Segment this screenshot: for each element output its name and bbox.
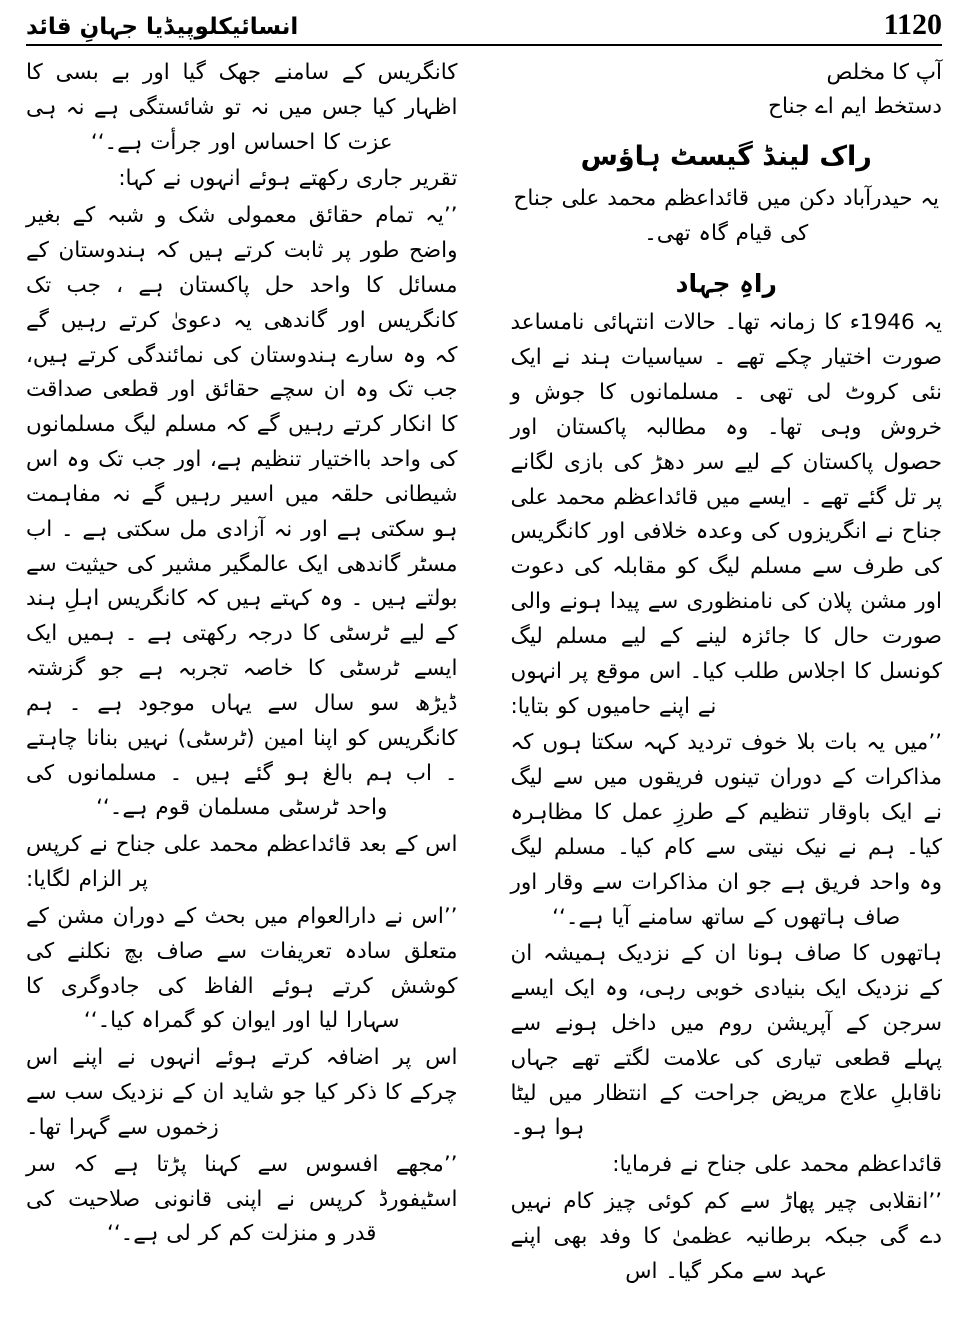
quote-cripps-legal-ability: ’’مجھے افسوس سے کہنا پڑتا ہے کہ سر اسٹیفورڈ کرپس نے اپنی قانونی صلاحیت کی قدر و منزلت کم کر لی ہے۔‘‘ [25, 1151, 458, 1247]
text-columns [26, 56, 942, 1311]
book-title: انسائیکلوپیڈیا جہانِ قائد [26, 14, 299, 40]
quote-pakistan-solution: ’’یہ تمام حقائق معمولی شک و شبہ کے بغیر واضح طور پر ثابت کرتے ہیں کہ ہندوستان کے مسائل کا واحد حل پاکستان ہے ، جب تک کانگریس اور گاندھی یہ دعویٰ کرتے رہیں گے کہ وہ سارے ہندوستان کی نمائندگی کرتے ہیں، جب تک وہ ان سچے حقائق اور قطعی صداقت کا انکار کرتے رہیں گے کہ مسلم لیگ مسلمانوں کی واحد بااختیار تنظیم ہے، اور جب تک وہ اس شیطانی حلقہ میں اسیر رہیں گے نہ مفاہمت ہو سکتی ہے اور نہ آزادی مل سکتی ہے ۔ اب مسٹر گاندھی ایک عالمگیر مشیر کی حیثیت سے بولتے ہیں ۔ وہ کہتے ہیں کہ کانگریس اہلِ ہند کے لیے ٹرسٹی کا درجہ رکھتی ہے ۔ ہمیں ایک ایسے ٹرسٹی کا خاصہ تجربہ ہے جو گزشتہ ڈیڑھ سو سال سے یہاں موجود ہے ۔ ہم کانگریس کو اپنا امین (ٹرسٹی) نہیں بنانا چاہتے ۔ اب ہم بالغ ہو گئے ہیں ۔ مسلمانوں کی واحد ٹرسٹی مسلمان قوم ہے۔‘‘ [25, 203, 458, 821]
section-heading-rockland: راک لینڈ گیسٹ ہاؤس [580, 140, 872, 172]
paragraph-1946: یہ 1946ء کا زمانہ تھا۔ حالات انتہائی نامساعد صورت اختیار چکے تھے ۔ سیاسیات ہند نے ایک نئی کروٹ لی تھی ۔ مسلمانوں کا جوش و خروش وہی تھا۔ وہ مطالبہ پاکستان اور حصول پاکستان کے لیے سر دھڑ کی بازی لگانے پر تل گئے تھے ۔ ایسے میں قائداعظم محمد علی جناح نے انگریزوں کی وعدہ خلافی اور کانگریس کی طرف سے مسلم لیگ کو مقابلہ کی دعوت اور مشن پلان کی نامنظوری سے پیدا ہونے والی صورت حال کا جائزہ لینے کے لیے مسلم لیگ کونسل کا اجلاس طلب کیا۔ اس موقع پر انہوں نے اپنے حامیوں کو بتایا: [510, 310, 942, 719]
paragraph-quaid-said: قائداعظم محمد علی جناح نے فرمایا: [612, 1152, 942, 1178]
signature-block [510, 56, 942, 125]
column-divider [484, 56, 485, 1311]
paragraph-speech-continued: تقریر جاری رکھتے ہوئے انہوں نے کہا: [118, 166, 458, 192]
paragraph-deepest-wound: اس پر اضافہ کرتے ہوئے انہوں نے اپنے اس چرکے کا ذکر کیا جو شاید ان کے نزدیک سب سے زخموں سے گہرا تھا۔ [25, 1045, 458, 1140]
quote-negotiations: ’’میں یہ بات بلا خوف تردید کہہ سکتا ہوں کہ مذاکرات کے دوران تینوں فریقوں میں سے لیگ نے ایک باوقار تنظیم کے طرزِ عمل کا مظاہرہ کیا۔ ہم نے نیک نیتی سے کام کیا۔ مسلم لیگ وہ واحد فریق ہے جو ان مذاکرات سے وقار اور صاف ہاتھوں کے ساتھ سامنے آیا ہے۔‘‘ [510, 730, 942, 930]
signature-closing: آپ کا مخلص [826, 60, 942, 85]
paragraph-rockland: یہ حیدرآباد دکن میں قائداعظم محمد علی جناح کی قیام گاہ تھی۔ [513, 185, 939, 246]
quote-continued-from-previous: کانگریس کے سامنے جھک گیا اور بے بسی کا اظہار کیا جس میں نہ تو شائستگی ہے نہ ہی عزت کا احساس اور جرأت ہے۔‘‘ [25, 60, 458, 155]
quote-cripps-commons: ’’اس نے دارالعوام میں بحث کے دوران مشن کے متعلق سادہ تعریفات سے صاف بچ نکلنے کی کوشش کرتے ہوئے الفاظ کی جادوگری کا سہارا لیا اور ایوان کو گمراہ کیا۔‘‘ [25, 903, 458, 1034]
page-number: 1120 [883, 8, 942, 41]
signature-name: دستخط ایم اے جناح [768, 94, 942, 120]
paragraph-clean-hands: ہاتھوں کا صاف ہونا ان کے نزدیک ہمیشہ ان کے نزدیک ایک بنیادی خوبی رہی، وہ ایک ایسے سرجن کے آپریشن روم میں داخل ہونے سے پہلے قطعی تیاری کی علامت لگتے تھے جہاں ناقابلِ علاج مریض جراحت کے انتظار میں لیٹا ہوا ہو۔ [510, 941, 942, 1141]
column-right [510, 56, 942, 1311]
column-left [26, 56, 458, 1311]
paragraph-cripps-accusation: اس کے بعد قائداعظم محمد علی جناح نے کرپس پر الزام لگایا: [25, 832, 458, 893]
quote-revolutionary-surgery: ’’انقلابی چیر پھاڑ سے کم کوئی چیز کام نہیں دے گی جبکہ برطانیہ عظمیٰ کا وفد بھی اپنے عہد سے مکر گیا۔ اس [510, 1189, 942, 1284]
section-heading-jihad: راہِ جہاد [675, 269, 777, 299]
page-header [26, 10, 942, 46]
